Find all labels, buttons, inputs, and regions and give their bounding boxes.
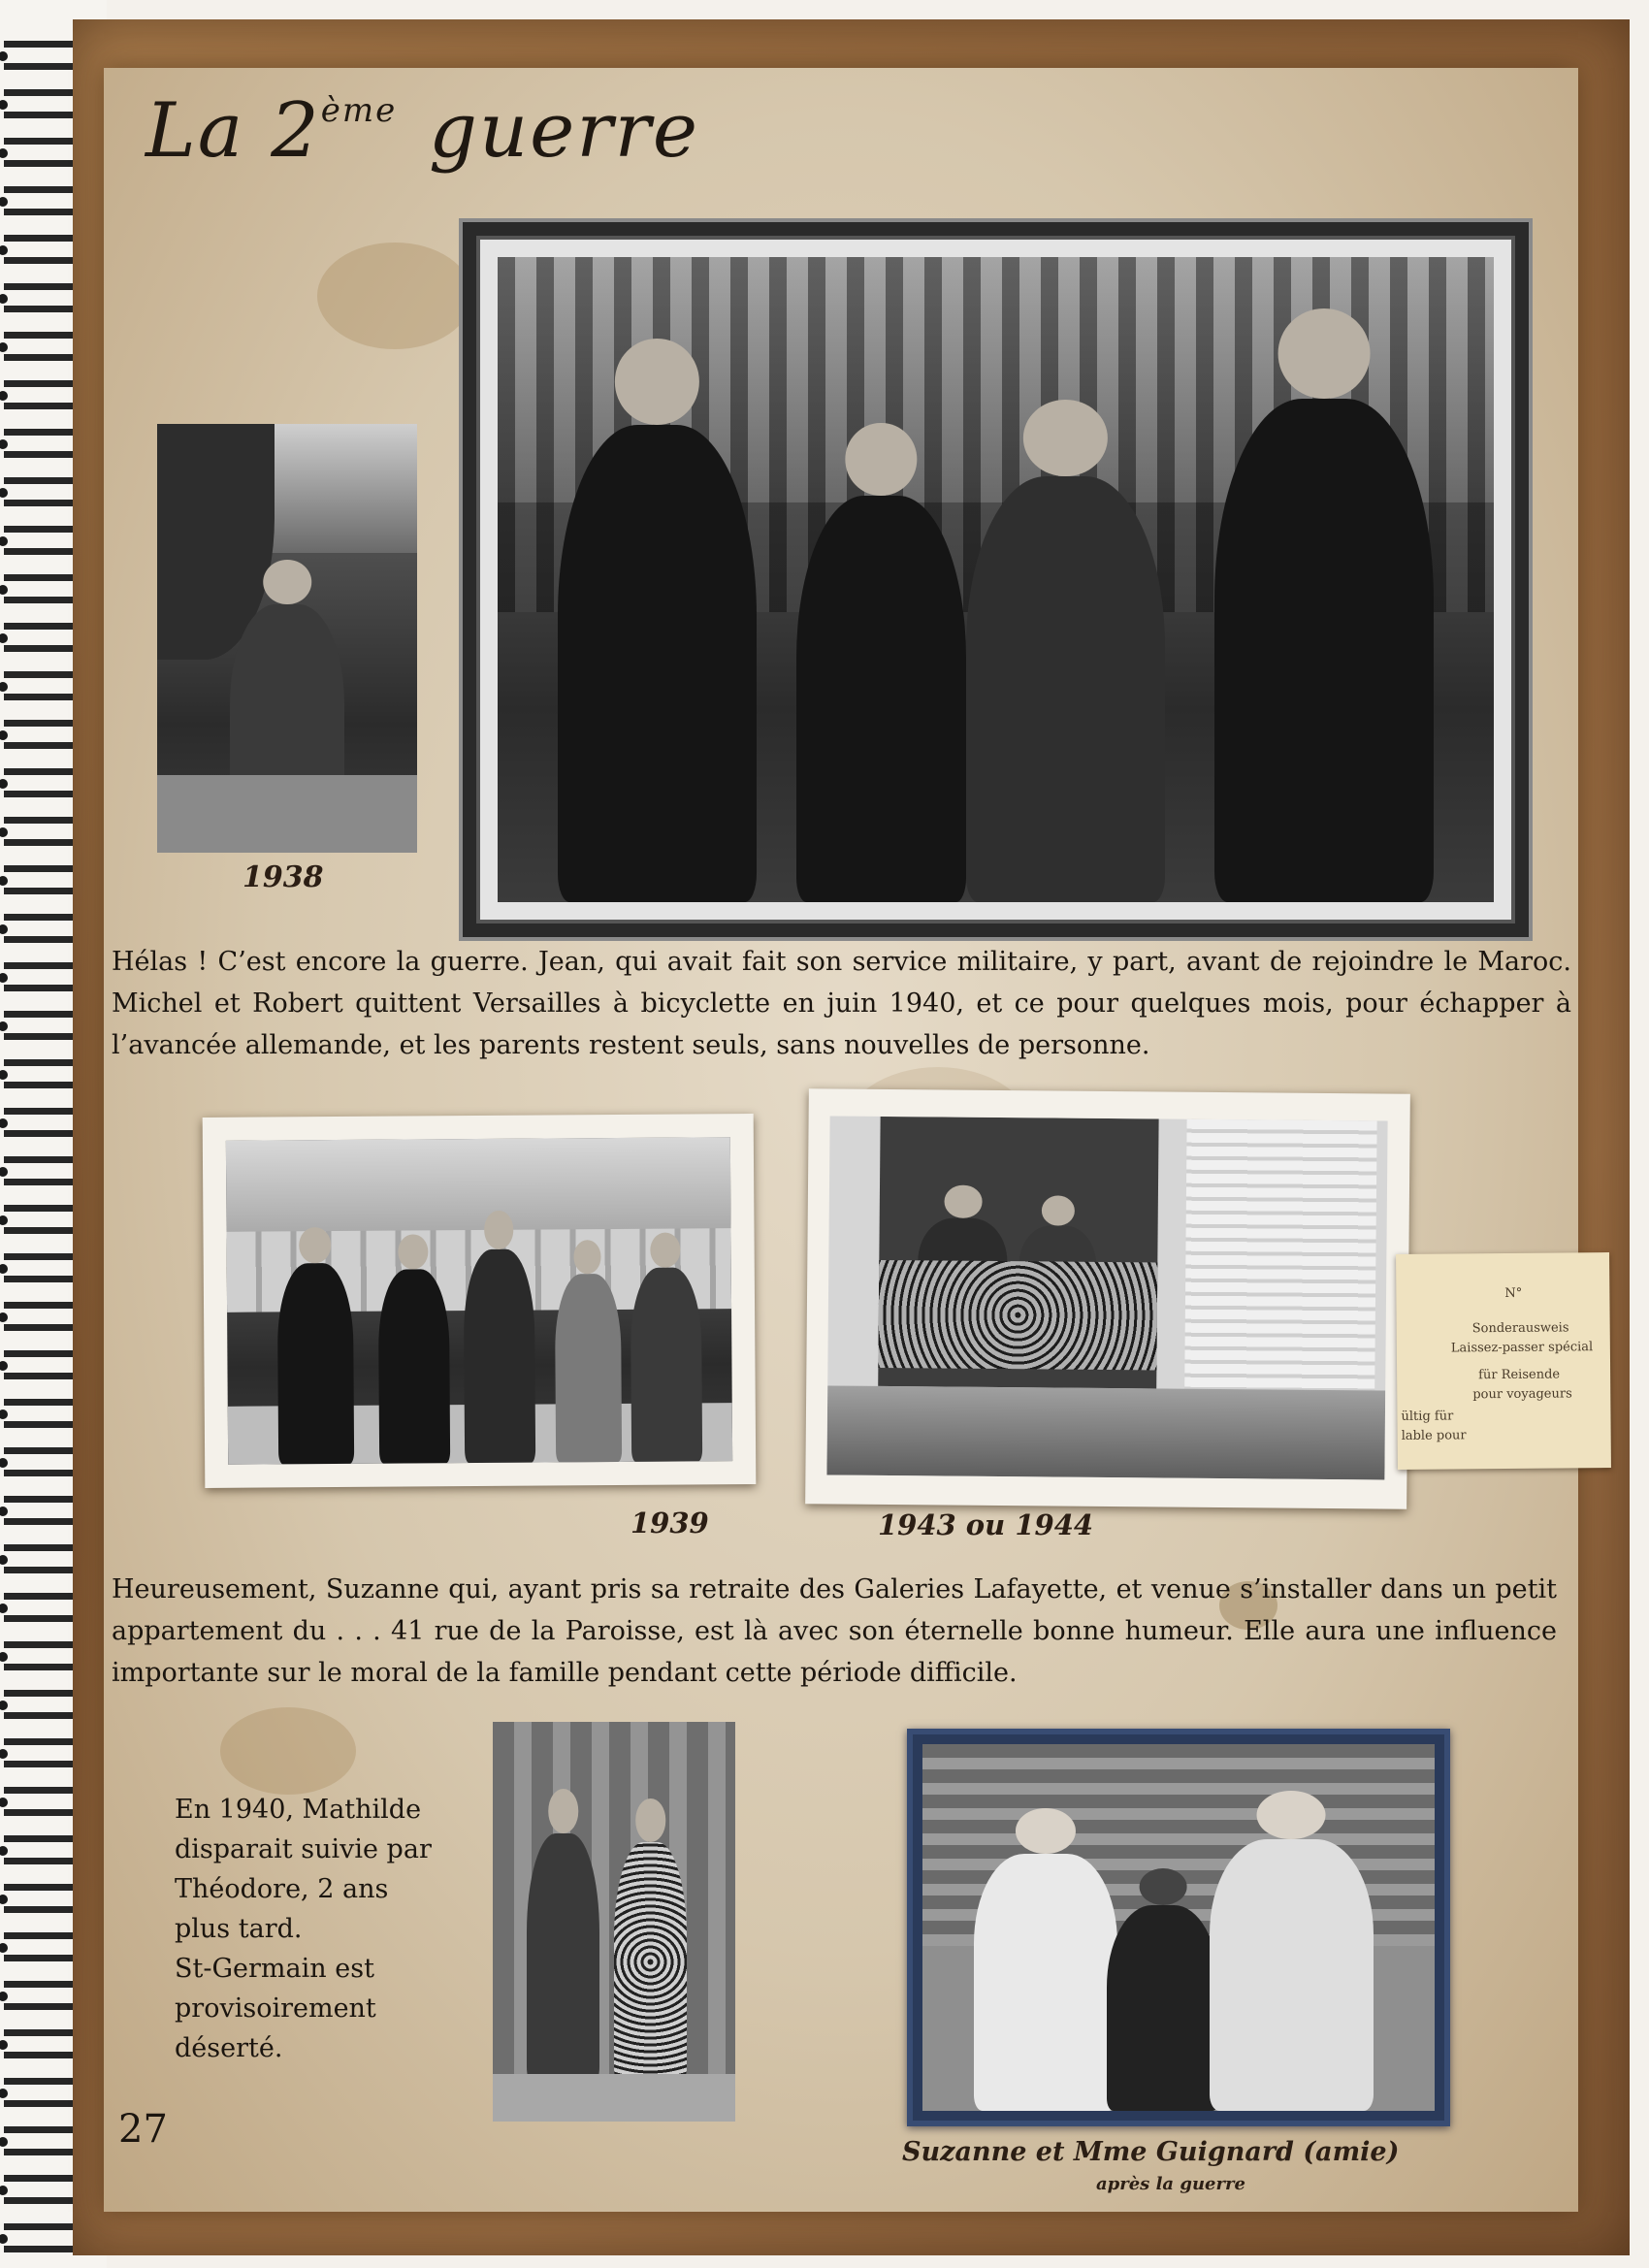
photo-soldier-1938: [157, 424, 417, 853]
title-text: La 2: [146, 87, 321, 175]
photo-mathilde-theodore: [493, 1722, 735, 2122]
photo-balcony-1943: [826, 1116, 1387, 1479]
side-text-line: St-Germain est: [175, 1954, 374, 1984]
caption-1943: 1943 ou 1944: [878, 1508, 1094, 1541]
side-text-line: plus tard.: [175, 1914, 303, 1944]
caption-1939: 1939: [630, 1507, 709, 1539]
side-text-line: En 1940, Mathilde: [175, 1795, 422, 1825]
ticket-line: für Reisende: [1478, 1367, 1561, 1383]
paragraph-suzanne: Heureusement, Suzanne qui, ayant pris sa retraite des Galeries Lafayette, et venue s’installer dans un petit appartement du . . . 41 rue de la Paroisse, est là avec son éternelle bonne humeur. Elle aura une influence importante sur le moral de la famille pendant cette période difficile.: [112, 1574, 1557, 1688]
page-title: [146, 87, 699, 175]
photo-group-1939: [226, 1137, 732, 1465]
paragraph-war: Hélas ! C’est encore la guerre. Jean, qui avait fait son service militaire, y part, avant de rejoindre le Maroc. Michel et Robert quittent Versailles à bicyclette en juin 1940, et ce pour quelques mois, pour échapper à l’avancée allemande, et les parents restent seuls, sans nouvelles de personne.: [112, 947, 1571, 1060]
photo-border-1939: [203, 1114, 757, 1488]
photo-mat: [476, 236, 1515, 923]
title-text-end: guerre: [403, 87, 700, 175]
caption-1938: 1938: [242, 860, 324, 894]
side-text-line: Théodore, 2 ans: [175, 1874, 389, 1904]
ticket-line: ültig für: [1401, 1409, 1454, 1424]
photo-frame-main: [459, 218, 1533, 941]
paper-stain: [317, 243, 472, 349]
photo-suzanne-guignard: [922, 1744, 1435, 2111]
photo-border-1943: [805, 1088, 1410, 1508]
sonderausweis-ticket: [1396, 1252, 1611, 1470]
title-superscript: ème: [320, 91, 398, 130]
ticket-number-label: N°: [1504, 1285, 1523, 1301]
photo-four-men: [498, 257, 1494, 902]
side-text-line: provisoirement: [175, 1993, 376, 2024]
side-text-mathilde: [175, 1790, 475, 2068]
ticket-line: Laissez-passer spécial: [1450, 1340, 1594, 1356]
side-text-line: disparait suivie par: [175, 1834, 432, 1864]
caption-suzanne-sub: après la guerre: [1096, 2174, 1245, 2194]
page-number: 27: [118, 2107, 168, 2152]
ticket-line: pour voyageurs: [1472, 1386, 1572, 1403]
photo-frame-suzanne: [907, 1729, 1450, 2126]
caption-suzanne: Suzanne et Mme Guignard (amie): [902, 2137, 1400, 2167]
paper-stain: [220, 1707, 356, 1795]
ticket-line: lable pour: [1401, 1428, 1467, 1443]
side-text-line: déserté.: [175, 2033, 283, 2063]
ticket-line: Sonderausweis: [1471, 1320, 1569, 1337]
